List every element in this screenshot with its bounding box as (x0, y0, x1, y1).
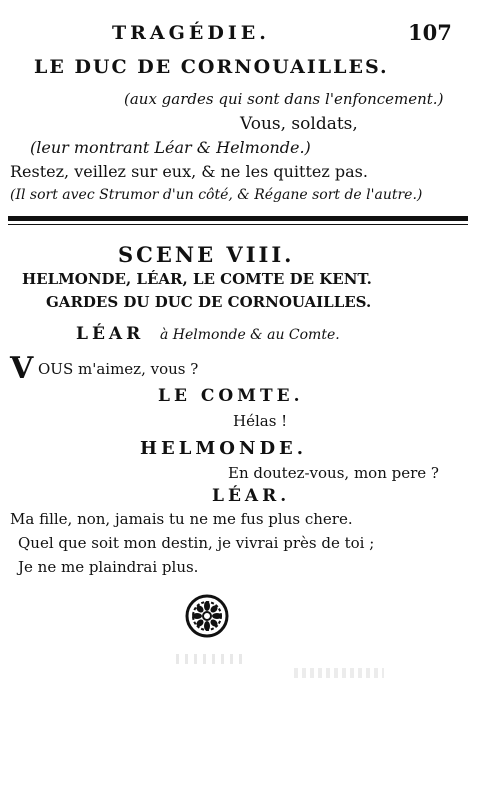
stage-direction-gardes: (aux gardes qui sont dans l'enfoncement.) (124, 90, 444, 108)
drop-cap: V (10, 351, 34, 386)
verse-quel-que-soit: Quel que soit mon destin, je vivrai près de toi ; (18, 534, 375, 552)
verse-en-doutez: En doutez-vous, mon pere ? (228, 464, 439, 482)
verse-je-ne-me-plaindrai: Je ne me plaindrai plus. (18, 558, 199, 576)
verse-ma-fille: Ma fille, non, jamais tu ne me fus plus chere. (10, 510, 353, 528)
bleed-through-mark (176, 654, 246, 664)
verse-vous-soldats: Vous, soldats, (240, 114, 358, 134)
rule-thin (8, 224, 468, 225)
bleed-through-mark (294, 668, 384, 678)
floral-rosette-icon (185, 594, 229, 638)
rule-thick (8, 216, 468, 221)
scene-heading: SCENE VIII. (118, 242, 295, 267)
page-number: 107 (408, 20, 452, 45)
stage-direction-montrant: (leur montrant Léar & Helmonde.) (30, 138, 311, 157)
speaker-lear-2: LÉAR. (212, 486, 291, 506)
stage-direction-sort: (Il sort avec Strumor d'un côté, & Régane sort de l'autre.) (10, 187, 423, 203)
verse-restez: Restez, veillez sur eux, & ne les quittez pas. (10, 162, 368, 181)
cast-list-line1: HELMONDE, LÉAR, LE COMTE DE KENT. (22, 270, 372, 288)
speaker-helmonde: HELMONDE. (140, 438, 308, 459)
verse-helas: Hélas ! (233, 412, 288, 430)
speaker-lear-1: LÉAR (76, 324, 145, 344)
speaker-comte: LE COMTE. (158, 386, 304, 406)
verse-vous-maimez: OUS m'aimez, vous ? (38, 360, 199, 378)
cast-list-line2: GARDES DU DUC DE CORNOUAILLES. (46, 293, 372, 311)
running-title: TRAGÉDIE. (112, 22, 270, 44)
speaker-duc: LE DUC DE CORNOUAILLES. (34, 56, 389, 78)
stage-direction-lear: à Helmonde & au Comte. (160, 327, 340, 343)
